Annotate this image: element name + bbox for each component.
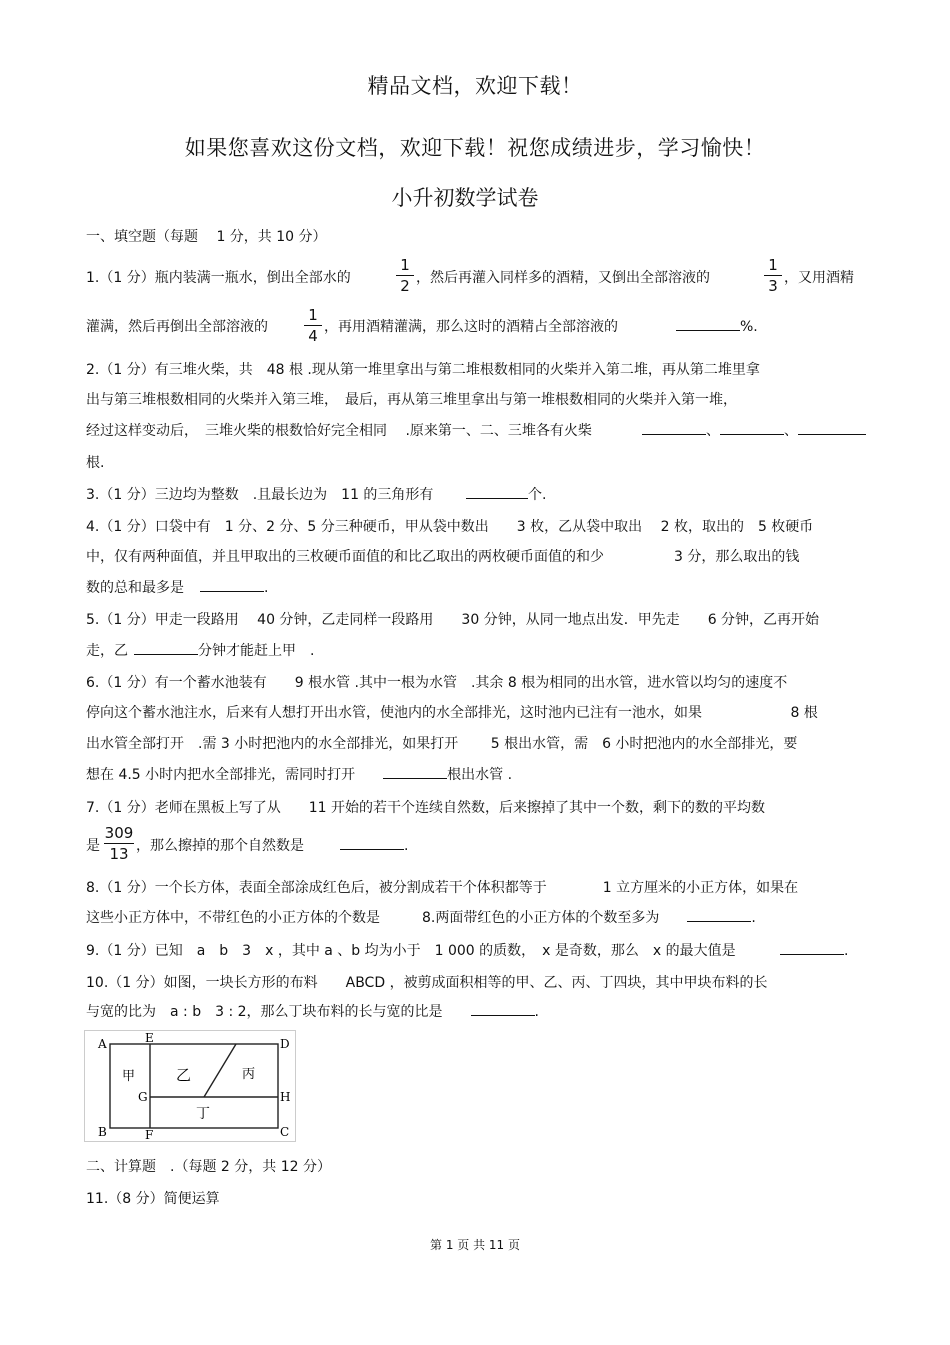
q1-text-c: ，又用酒精: [784, 270, 854, 286]
figure-rectangle-abcd: [110, 1044, 278, 1128]
q1-fraction-2-num: 1: [768, 256, 778, 274]
q1-answer-row: [676, 316, 758, 335]
q1-fraction-2: [764, 256, 782, 295]
q4-text-b: .: [264, 580, 269, 596]
q1-text-d: 灌满，然后再倒出全部溶液的: [86, 319, 268, 335]
q3-answer-blank[interactable]: [466, 484, 528, 499]
q8-text-a: 这些小正方体中，不带红色的小正方体的个数是 8.两面带红色的小正方体的个数至多为: [86, 910, 660, 926]
q10-line-2: [86, 1001, 539, 1021]
q5-text-a: 走，乙: [86, 643, 128, 659]
label-yi: 乙: [176, 1066, 192, 1084]
q1-text-e: ，再用酒精灌满，那么这时的酒精占全部溶液的: [324, 319, 618, 335]
q4-line-1: 4.（1 分）口袋中有 1 分、2 分、5 分三种硬币，甲从袋中数出 3 枚，乙从袋中取出 2 枚，取出的 5 枚硬币: [86, 519, 814, 535]
q4-line-2: 中，仅有两种面值，并且甲取出的三枚硬币面值的和比乙取出的两枚硬币面值的和少 3 分，那么取出的钱: [86, 549, 800, 565]
q3-text-b: 个.: [528, 487, 547, 503]
q10-text-a: 与宽的比为 a : b 3 : 2，那么丁块布料的长与宽的比是: [86, 1004, 443, 1020]
page-title: 小升初数学试卷: [391, 186, 539, 210]
label-ding: 丁: [196, 1106, 210, 1122]
q8-line-2: [86, 907, 756, 927]
label-jia: 甲: [122, 1069, 136, 1084]
q1-fraction-3: [304, 306, 322, 345]
q1-fraction-1-den: 2: [400, 277, 410, 295]
q7-answer-blank[interactable]: [340, 835, 404, 850]
header-line-2: 如果您喜欢这份文档，欢迎下载！祝您成绩进步，学习愉快！: [184, 136, 766, 160]
q2-answer-blank-2[interactable]: [720, 420, 784, 435]
q2-answer-blank-3[interactable]: [798, 420, 866, 435]
q1-text-a: 1.（1 分）瓶内装满一瓶水，倒出全部水的: [86, 270, 351, 286]
label-b: B: [98, 1125, 107, 1139]
q5-line-2: [86, 640, 314, 660]
q5-answer-blank[interactable]: [134, 640, 198, 655]
q2-line-3: 经过这样变动后， 三堆火柴的根数恰好完全相同 .原来第一、二、三堆各有火柴: [86, 423, 592, 439]
label-c: C: [280, 1125, 290, 1139]
q6-line-3: 出水管全部打开 .需 3 小时把池内的水全部排光，如果打开 5 根出水管，需 6 小时把池内的水全部排光，要: [86, 736, 798, 752]
page-footer: 第 1 页 共 11 页: [430, 1238, 520, 1252]
q6-text-a: 想在 4.5 小时内把水全部排光，需同时打开: [86, 767, 356, 783]
q5-line-1: 5.（1 分）甲走一段路用 40 分钟，乙走同样一段路用 30 分钟，从同一地点出发．甲先走 6 分钟，乙再开始: [86, 612, 820, 628]
q8-text-b: .: [751, 910, 756, 926]
q6-text-b: 根出水管 .: [447, 767, 513, 783]
q1-text-f: %.: [740, 319, 758, 335]
q7-fraction: [104, 824, 134, 863]
q7-line-1: 7.（1 分）老师在黑板上写了从 11 开始的若干个连续自然数，后来擦掉了其中一个数，剩下的数的平均数: [86, 800, 765, 816]
label-f: F: [145, 1128, 154, 1142]
q6-answer-blank[interactable]: [383, 764, 447, 779]
q8-line-1: 8.（1 分）一个长方体，表面全部涂成红色后，被分割成若干个体积都等于 1 立方厘米的小正方体，如果在: [86, 880, 799, 896]
q9-text-a: 9.（1 分）已知 a b 3 x ，其中 a 、b 均为小于 1 000 的质数， x 是奇数，那么 x 的最大值是: [86, 943, 736, 959]
rectangle-cloth-figure: [84, 1030, 296, 1142]
header-line-1: 精品文档，欢迎下载！: [367, 74, 583, 98]
q1-fraction-2-den: 3: [768, 277, 778, 295]
q1-fraction-3-den: 4: [308, 327, 318, 345]
q7-text-a: 是: [86, 838, 100, 854]
q10-line-1: 10.（1 分）如图，一块长方形的布料 ABCD ，被剪成面积相等的甲、乙、丙、丁四块，其中甲块布料的长: [86, 975, 768, 991]
q8-answer-blank[interactable]: [687, 907, 751, 922]
q7-fraction-den: 13: [109, 845, 129, 863]
q2-line-1: 2.（1 分）有三堆火柴，共 48 根 .现从第一堆里拿出与第二堆根数相同的火柴并入第二堆，再从第二堆里拿: [86, 362, 760, 378]
q4-answer-blank[interactable]: [200, 577, 264, 592]
q2-line-4: 根.: [86, 455, 105, 471]
q2-line-2: 出与第三堆根数相同的火柴并入第三堆， 最后，再从第三堆里拿出与第一堆根数相同的火柴并入第一堆，: [86, 392, 737, 408]
q7-text-b: ，那么擦掉的那个自然数是: [136, 838, 304, 854]
q5-text-b: 分钟才能赶上甲 .: [198, 643, 315, 659]
q2-answer-row: [642, 420, 866, 440]
q7-text-c: .: [404, 838, 409, 854]
q3-text-a: 3.（1 分）三边均为整数 .且最长边为 11 的三角形有: [86, 487, 434, 503]
q1-answer-blank[interactable]: [676, 316, 740, 331]
q3-answer-row: [466, 484, 546, 504]
q1-fraction-1: [396, 256, 414, 295]
q4-text-a: 数的总和最多是: [86, 580, 184, 596]
q7-answer-row: [340, 835, 408, 854]
label-bing: 丙: [242, 1067, 256, 1082]
q2-answer-blank-1[interactable]: [642, 420, 706, 435]
figure-diagonal: [204, 1044, 236, 1097]
q10-text-b: .: [534, 1004, 539, 1020]
q9-text-b: .: [844, 943, 849, 959]
q2-separator-2: 、: [784, 423, 798, 439]
q6-line-2: 停向这个蓄水池注水，后来有人想打开出水管，使池内的水全部排光，这时池内已注有一池水，如果 8 根: [86, 705, 818, 721]
label-d: D: [280, 1037, 290, 1051]
q6-line-1: 6.（1 分）有一个蓄水池装有 9 根水管 .其中一根为水管 .其余 8 根为相同的出水管，进水管以均匀的速度不: [86, 675, 788, 691]
q7-fraction-num: 309: [104, 824, 134, 842]
q6-line-4: [86, 764, 512, 784]
label-a: A: [98, 1037, 107, 1051]
label-e: E: [145, 1031, 154, 1045]
q1-text-b: ，然后再灌入同样多的酒精，又倒出全部溶液的: [416, 270, 710, 286]
section-heading-fill-in: 一、填空题（每题 1 分，共 10 分）: [86, 229, 327, 245]
label-g: G: [138, 1090, 148, 1104]
q11-text: 11.（8 分）简便运算: [86, 1191, 220, 1207]
q10-answer-blank[interactable]: [471, 1001, 535, 1016]
q1-fraction-3-num: 1: [308, 306, 318, 324]
label-h: H: [280, 1090, 291, 1104]
q4-line-3: [86, 577, 268, 597]
q9-answer-row: [780, 940, 848, 959]
figure-frame: [85, 1031, 296, 1142]
q2-separator-1: 、: [706, 423, 720, 439]
section-heading-calculation: 二、计算题 .（每题 2 分，共 12 分）: [86, 1159, 331, 1175]
q9-answer-blank[interactable]: [780, 940, 844, 955]
q1-fraction-1-num: 1: [400, 256, 410, 274]
